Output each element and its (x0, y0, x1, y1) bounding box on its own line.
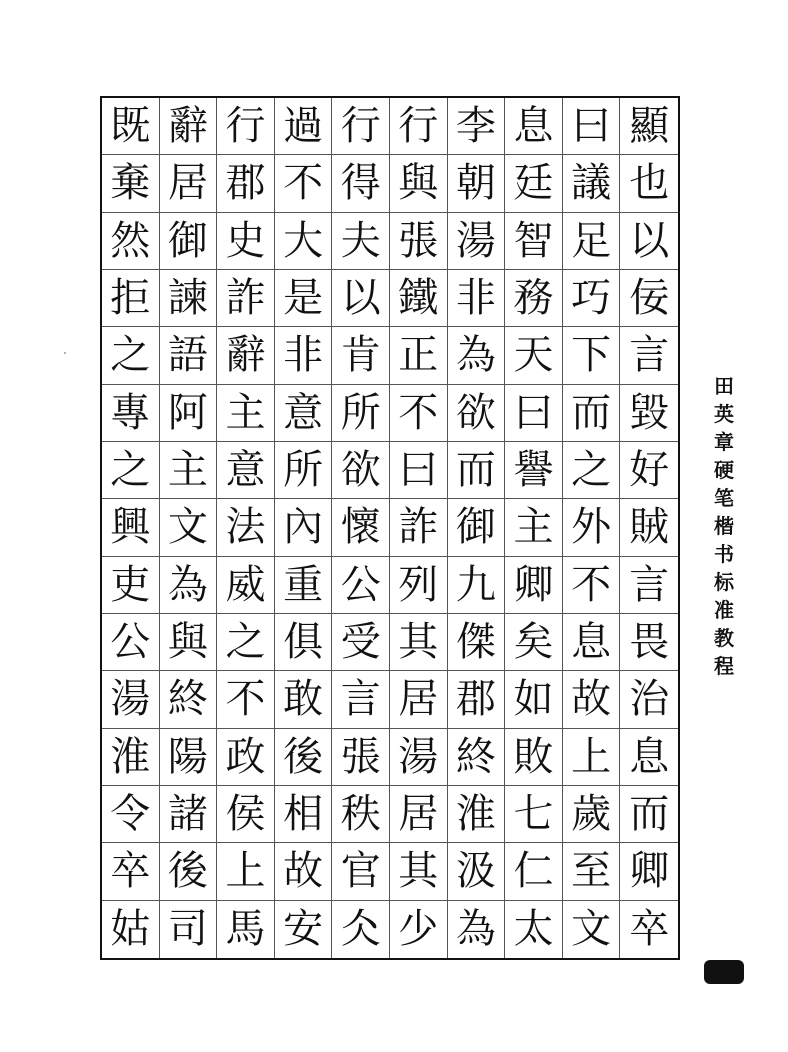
grid-cell: 欲 (332, 442, 390, 499)
grid-cell: 九 (448, 557, 506, 614)
grid-cell: 之 (217, 614, 275, 671)
grid-cell: 行 (390, 98, 448, 155)
grid-cell: 湯 (390, 729, 448, 786)
grid-cell: 後 (275, 729, 333, 786)
grid-cell: 正 (390, 327, 448, 384)
grid-cell: 言 (332, 671, 390, 728)
grid-cell: 居 (160, 155, 218, 212)
grid-cell: 意 (217, 442, 275, 499)
grid-cell: 之 (563, 442, 621, 499)
grid-cell: 政 (217, 729, 275, 786)
grid-cell: 下 (563, 327, 621, 384)
grid-cell: 七 (505, 786, 563, 843)
page-number (704, 960, 744, 984)
side-title-char: 田 (714, 374, 734, 398)
grid-cell: 如 (505, 671, 563, 728)
grid-cell: 非 (448, 270, 506, 327)
grid-cell: 言 (620, 327, 678, 384)
grid-cell: 令 (102, 786, 160, 843)
grid-cell: 顯 (620, 98, 678, 155)
grid-cell: 治 (620, 671, 678, 728)
grid-cell: 意 (275, 385, 333, 442)
grid-cell: 主 (505, 499, 563, 556)
grid-cell: 息 (563, 614, 621, 671)
grid-cell: 吏 (102, 557, 160, 614)
grid-cell: 語 (160, 327, 218, 384)
grid-cell: 言 (620, 557, 678, 614)
grid-cell: 文 (563, 901, 621, 958)
grid-cell: 詐 (217, 270, 275, 327)
grid-cell: 曰 (505, 385, 563, 442)
grid-cell: 御 (448, 499, 506, 556)
grid-cell: 史 (217, 213, 275, 270)
grid-cell: 阿 (160, 385, 218, 442)
grid-cell: 少 (390, 901, 448, 958)
grid-cell: 公 (332, 557, 390, 614)
grid-cell: 諫 (160, 270, 218, 327)
grid-cell: 廷 (505, 155, 563, 212)
grid-cell: 得 (332, 155, 390, 212)
grid-cell: 所 (275, 442, 333, 499)
grid-cell: 辭 (160, 98, 218, 155)
grid-cell: 也 (620, 155, 678, 212)
grid-cell: 所 (332, 385, 390, 442)
grid-cell: 不 (390, 385, 448, 442)
side-title-char: 标 (714, 570, 734, 594)
grid-cell: 毀 (620, 385, 678, 442)
grid-cell: 為 (160, 557, 218, 614)
grid-cell: 其 (390, 843, 448, 900)
grid-cell: 巧 (563, 270, 621, 327)
grid-cell: 終 (160, 671, 218, 728)
grid-cell: 足 (563, 213, 621, 270)
grid-cell: 上 (563, 729, 621, 786)
side-title-char: 章 (714, 430, 734, 454)
grid-cell: 其 (390, 614, 448, 671)
grid-cell: 朝 (448, 155, 506, 212)
grid-cell: 過 (275, 98, 333, 155)
grid-cell: 居 (390, 671, 448, 728)
grid-cell: 以 (332, 270, 390, 327)
speck (64, 352, 66, 354)
grid-cell: 懷 (332, 499, 390, 556)
grid-cell: 議 (563, 155, 621, 212)
grid-cell: 故 (563, 671, 621, 728)
grid-cell: 故 (275, 843, 333, 900)
grid-cell: 受 (332, 614, 390, 671)
grid-cell: 之 (102, 442, 160, 499)
grid-cell: 仁 (505, 843, 563, 900)
grid-cell: 而 (620, 786, 678, 843)
grid-cell: 行 (332, 98, 390, 155)
grid-cell: 與 (390, 155, 448, 212)
grid-cell: 然 (102, 213, 160, 270)
grid-cell: 司 (160, 901, 218, 958)
grid-cell: 郡 (448, 671, 506, 728)
grid-cell: 大 (275, 213, 333, 270)
grid-cell: 卿 (620, 843, 678, 900)
grid-cell: 淮 (448, 786, 506, 843)
grid-cell: 外 (563, 499, 621, 556)
grid-cell: 居 (390, 786, 448, 843)
grid-cell: 湯 (448, 213, 506, 270)
grid-cell: 太 (505, 901, 563, 958)
grid-cell: 淮 (102, 729, 160, 786)
grid-cell: 為 (448, 327, 506, 384)
grid-cell: 之 (102, 327, 160, 384)
side-title-char: 楷 (714, 514, 734, 538)
grid-cell: 郡 (217, 155, 275, 212)
grid-cell: 智 (505, 213, 563, 270)
grid-cell: 馬 (217, 901, 275, 958)
side-title-char: 笔 (714, 486, 734, 510)
grid-cell: 而 (563, 385, 621, 442)
grid-cell: 侯 (217, 786, 275, 843)
grid-cell: 卒 (629, 906, 670, 953)
grid-cell: 仌 (332, 901, 390, 958)
side-title (704, 376, 744, 684)
grid-cell: 御 (160, 213, 218, 270)
grid-cell: 傑 (448, 614, 506, 671)
grid-cell: 專 (102, 385, 160, 442)
grid-cell: 非 (275, 327, 333, 384)
grid-cell: 列 (390, 557, 448, 614)
grid-cell: 秩 (332, 786, 390, 843)
grid-cell: 佞 (620, 270, 678, 327)
grid-cell: 畏 (620, 614, 678, 671)
grid-cell: 文 (160, 499, 218, 556)
grid-cell: 汲 (448, 843, 506, 900)
grid-cell: 主 (217, 385, 275, 442)
grid-cell: 而 (448, 442, 506, 499)
grid-cell: 張 (390, 213, 448, 270)
grid-cell: 鐵 (390, 270, 448, 327)
grid-cell: 至 (563, 843, 621, 900)
grid-cell: 相 (275, 786, 333, 843)
side-title-char: 准 (714, 598, 734, 622)
grid-cell: 重 (275, 557, 333, 614)
grid-cell: 內 (275, 499, 333, 556)
grid-cell: 曰 (390, 442, 448, 499)
grid-cell: 公 (102, 614, 160, 671)
grid-cell: 姑 (102, 901, 160, 958)
grid-cell: 俱 (275, 614, 333, 671)
grid-cell: 上 (217, 843, 275, 900)
practice-grid (100, 96, 680, 960)
grid-cell: 官 (332, 843, 390, 900)
grid-cell: 矣 (505, 614, 563, 671)
grid-cell: 威 (217, 557, 275, 614)
grid-cell: 不 (217, 671, 275, 728)
side-title-char: 书 (714, 542, 734, 566)
grid-cell: 夫 (332, 213, 390, 270)
grid-cell: 天 (505, 327, 563, 384)
grid-cell: 湯 (102, 671, 160, 728)
grid-cell: 卒 (102, 843, 160, 900)
grid-cell: 興 (102, 499, 160, 556)
grid-cell: 息 (620, 729, 678, 786)
side-title-char: 英 (714, 402, 734, 426)
grid-cell: 陽 (160, 729, 218, 786)
grid-cell: 息 (505, 98, 563, 155)
grid-cell: 以 (620, 213, 678, 270)
grid-cell: 肯 (332, 327, 390, 384)
grid-cell: 詐 (390, 499, 448, 556)
grid-cell: 主 (160, 442, 218, 499)
grid-cell: 終 (448, 729, 506, 786)
grid-cell: 曰 (563, 98, 621, 155)
grid-cell: 棄 (102, 155, 160, 212)
grid-cell: 後 (160, 843, 218, 900)
side-title-char: 硬 (714, 458, 734, 482)
grid-cell: 譽 (505, 442, 563, 499)
grid-cell: 歲 (563, 786, 621, 843)
grid-cell: 敗 (505, 729, 563, 786)
grid-cell: 既 (102, 98, 160, 155)
grid-cell: 是 (275, 270, 333, 327)
grid-cell: 辭 (217, 327, 275, 384)
grid-cell: 敢 (275, 671, 333, 728)
grid-cell: 為 (448, 901, 506, 958)
grid-cell: 法 (217, 499, 275, 556)
grid-cell: 賊 (620, 499, 678, 556)
grid-cell: 拒 (102, 270, 160, 327)
grid-cell: 好 (620, 442, 678, 499)
grid-cell: 務 (505, 270, 563, 327)
side-title-char: 教 (714, 626, 734, 650)
grid-cell: 欲 (448, 385, 506, 442)
grid-cell: 張 (332, 729, 390, 786)
grid-cell: 行 (217, 98, 275, 155)
grid-cell: 不 (563, 557, 621, 614)
grid-cell: 不 (275, 155, 333, 212)
grid-cell: 李 (448, 98, 506, 155)
grid-cell: 安 (275, 901, 333, 958)
side-title-char: 程 (714, 654, 734, 678)
grid-cell: 與 (160, 614, 218, 671)
grid-cell: 諸 (160, 786, 218, 843)
grid-cell: 卿 (505, 557, 563, 614)
